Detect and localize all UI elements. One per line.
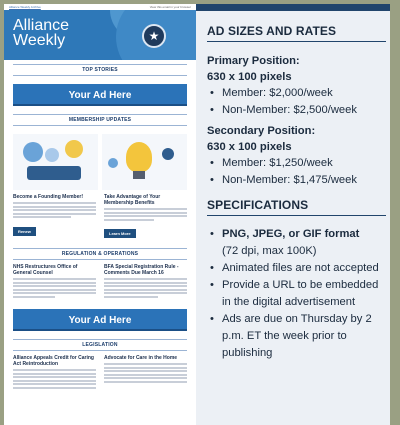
dot-icon <box>108 158 118 168</box>
story-title[interactable]: BFA Special Registration Rule - Comments Due March 16 <box>104 264 179 276</box>
legislation-stories <box>13 355 187 390</box>
lightbulb-icon <box>126 142 152 172</box>
panel-top-bar <box>196 4 390 11</box>
panel-content <box>207 24 386 362</box>
heading-rule <box>207 215 386 216</box>
legislation-section <box>13 339 187 351</box>
spec-item: • Ads are due on Thursday by 2 p.m. ET the week prior to publishing <box>207 311 386 362</box>
heading-rule <box>207 41 386 42</box>
ad-banner-secondary[interactable]: Your Ad Here <box>13 309 187 331</box>
story-text <box>104 363 187 383</box>
story-text <box>104 208 187 221</box>
renew-button[interactable]: Renew <box>13 227 36 236</box>
specifications-list <box>207 226 386 362</box>
regulation-section <box>13 248 187 260</box>
dot-icon <box>162 148 174 160</box>
section-title: REGULATION & OPERATIONS <box>13 248 187 260</box>
section-title: TOP STORIES <box>13 64 187 76</box>
gear-icon <box>45 148 59 162</box>
primary-rates-list <box>207 85 386 119</box>
story-text <box>13 369 96 389</box>
story-card <box>100 194 187 240</box>
primary-position-block <box>207 53 386 119</box>
newsletter-header <box>4 10 196 60</box>
top-stories-section <box>13 64 187 76</box>
story-card <box>13 264 100 299</box>
story-text <box>13 202 96 218</box>
story-text <box>104 278 187 298</box>
membership-section <box>13 114 187 126</box>
coin-icon <box>65 140 83 158</box>
benefits-illustration <box>102 134 187 190</box>
section-title: LEGISLATION <box>13 339 187 351</box>
story-title[interactable]: Take Advantage of Your Membership Benefits <box>104 194 161 206</box>
story-card <box>13 355 100 390</box>
founding-member-illustration <box>13 134 98 190</box>
spec-item: • Provide a URL to be embedded in the digital advertisement <box>207 277 386 311</box>
rate-item: • Member: $1,250/week <box>207 155 386 172</box>
lightbulb-base <box>133 171 145 179</box>
newsletter-preview <box>4 4 196 425</box>
regulation-stories <box>13 264 187 299</box>
title-line-2: Weekly <box>13 32 66 49</box>
spec-format-detail: (72 dpi, max 100K) <box>222 245 317 257</box>
story-card <box>100 264 187 299</box>
learn-more-button[interactable]: Learn More <box>104 229 136 238</box>
membership-illustrations <box>13 134 187 190</box>
browser-link[interactable]: View this email in your browser <box>149 5 191 9</box>
primary-position-label: Primary Position: <box>207 55 300 67</box>
rate-item: • Non-Member: $1,475/week <box>207 172 386 189</box>
star-logo-icon: ★ <box>142 24 166 48</box>
ad-sizes-heading: AD SIZES AND RATES <box>207 24 337 38</box>
spec-item: • Animated files are not accepted <box>207 260 386 277</box>
archive-link[interactable]: Alliance Weekly Archive <box>9 5 41 9</box>
story-title[interactable]: Advocate for Care in the Home <box>104 355 178 361</box>
specifications-heading: SPECIFICATIONS <box>207 198 309 212</box>
story-title[interactable]: Become a Founding Member! <box>13 194 84 200</box>
secondary-position-block <box>207 123 386 189</box>
rate-item: • Non-Member: $2,500/week <box>207 102 386 119</box>
spec-format: PNG, JPEG, or GIF format <box>222 228 360 240</box>
primary-position-size: 630 x 100 pixels <box>207 71 292 83</box>
story-title[interactable]: NHS Restructures Office of General Counsel <box>13 264 78 276</box>
story-card <box>100 355 187 390</box>
story-card <box>13 194 100 240</box>
spec-item <box>207 226 386 260</box>
membership-stories <box>13 194 187 240</box>
story-title[interactable]: Alliance Appeals Credit for Caring Act Reintroduction <box>13 355 94 367</box>
secondary-position-size: 630 x 100 pixels <box>207 141 292 153</box>
ad-banner-primary[interactable]: Your Ad Here <box>13 84 187 106</box>
story-text <box>13 278 96 298</box>
gear-icon <box>23 142 43 162</box>
platform-shape <box>27 166 81 180</box>
secondary-rates-list <box>207 155 386 189</box>
newsletter-title <box>13 18 69 48</box>
section-title: MEMBERSHIP UPDATES <box>13 114 187 126</box>
ad-info-panel <box>196 4 390 425</box>
secondary-position-label: Secondary Position: <box>207 125 316 137</box>
title-line-1: Alliance <box>13 17 70 34</box>
rate-item: • Member: $2,000/week <box>207 85 386 102</box>
